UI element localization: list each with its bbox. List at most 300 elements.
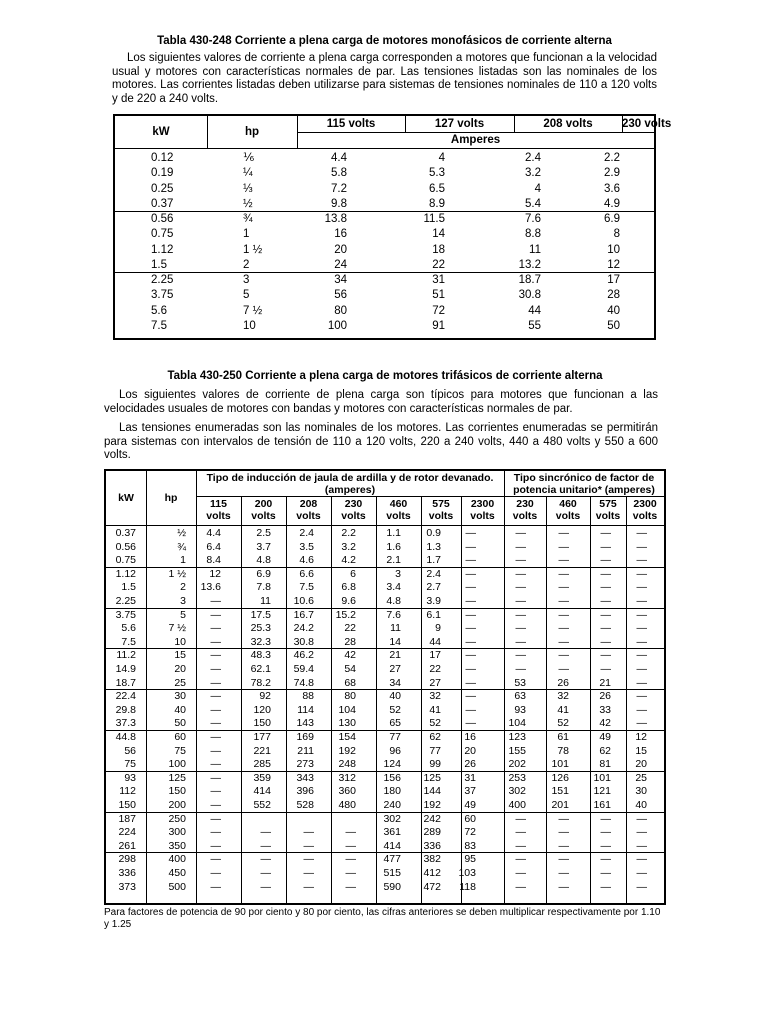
current-cell: — xyxy=(636,690,647,703)
current-cell: 6.4 xyxy=(206,540,221,553)
kw-cell: 112 xyxy=(119,785,136,798)
current-cell: — xyxy=(558,853,569,866)
volts-unit: volts xyxy=(386,510,411,522)
current-cell: 104 xyxy=(508,717,526,730)
current-cell: 88 xyxy=(302,690,314,703)
current-cell: — xyxy=(210,703,221,716)
current-cell: — xyxy=(636,635,647,648)
current-cell: 53 xyxy=(514,676,526,689)
current-cell: 46.2 xyxy=(293,649,314,662)
current-cell: — xyxy=(465,567,476,580)
current-cell: — xyxy=(210,799,221,811)
current-cell: — xyxy=(600,567,611,580)
current-cell: — xyxy=(210,608,221,621)
current-cell: 4 xyxy=(438,152,445,164)
current-cell: — xyxy=(465,622,476,635)
volts-unit: volts xyxy=(512,510,538,522)
hp-cell: 30 xyxy=(174,690,186,703)
current-cell: 150 xyxy=(253,717,271,730)
current-cell: — xyxy=(210,758,221,771)
kw-cell: 1.12 xyxy=(151,243,174,256)
current-cell: 273 xyxy=(296,758,314,771)
kw-cell: 1.5 xyxy=(151,258,167,271)
current-cell: 114 xyxy=(297,703,314,716)
current-cell: 14 xyxy=(432,228,445,241)
volts-unit: volts xyxy=(206,510,231,522)
kw-cell: 5.6 xyxy=(121,622,136,635)
volts-unit: volts xyxy=(555,510,581,522)
current-cell: — xyxy=(600,812,611,825)
table2-title: Tabla 430-250 Corriente a plena carga de motores trifásicos de corriente alterna xyxy=(167,370,603,382)
induction-volts-header xyxy=(241,498,286,522)
current-cell: 3.6 xyxy=(604,182,620,195)
current-cell: 3 xyxy=(395,567,401,580)
current-cell: 151 xyxy=(551,785,569,798)
current-cell: 17 xyxy=(429,649,441,662)
current-cell: — xyxy=(303,853,314,866)
current-cell: — xyxy=(558,812,569,825)
current-cell: 289 xyxy=(423,826,441,839)
current-cell: 15 xyxy=(635,744,647,757)
hp-cell: 5 xyxy=(243,289,250,302)
current-cell: — xyxy=(210,649,221,662)
current-cell: — xyxy=(515,663,526,675)
current-cell: 2.4 xyxy=(426,567,441,580)
current-cell: 4 xyxy=(534,182,541,195)
hp-cell: ⅓ xyxy=(243,182,253,195)
sync-volts-header xyxy=(546,498,590,522)
current-cell: 32 xyxy=(429,690,441,703)
induction-volts-header xyxy=(421,498,461,522)
current-cell: 77 xyxy=(429,744,441,757)
hp-cell: 1 xyxy=(243,228,250,241)
current-cell: — xyxy=(515,567,526,580)
current-cell: 3.2 xyxy=(341,540,356,553)
current-cell: — xyxy=(600,867,611,879)
current-cell: 50 xyxy=(607,319,620,332)
hp-cell: 400 xyxy=(168,853,186,866)
hp-cell: 7 ½ xyxy=(243,304,263,317)
kw-cell: 0.25 xyxy=(151,182,174,195)
current-cell: 302 xyxy=(508,785,526,798)
current-cell: 6.5 xyxy=(429,182,445,195)
current-cell: 93 xyxy=(514,703,526,716)
kw-cell: 93 xyxy=(124,771,136,784)
hp-cell: 500 xyxy=(168,880,186,893)
hp-cell: 40 xyxy=(174,703,186,716)
header-bottom-line xyxy=(115,148,654,149)
kw-cell: 373 xyxy=(118,880,136,893)
current-cell: — xyxy=(515,839,526,852)
current-cell: — xyxy=(465,635,476,648)
current-cell: — xyxy=(558,567,569,580)
current-cell: 9.6 xyxy=(341,595,356,607)
current-cell: 68 xyxy=(344,676,356,689)
kw-cell: 1.12 xyxy=(115,567,136,580)
current-cell: 34 xyxy=(389,676,401,689)
current-cell: — xyxy=(558,540,569,553)
hp-cell: 350 xyxy=(168,839,186,852)
current-cell: 99 xyxy=(429,758,441,771)
current-cell: 72 xyxy=(432,304,445,317)
current-cell: 336 xyxy=(423,839,441,852)
current-cell: 221 xyxy=(253,744,271,757)
current-cell: — xyxy=(636,581,647,594)
current-cell: 5.8 xyxy=(331,167,347,180)
volts-unit: volts xyxy=(341,510,366,522)
current-cell: — xyxy=(465,595,476,607)
current-cell: 77 xyxy=(389,731,401,743)
current-cell: 11 xyxy=(390,622,401,635)
current-cell: — xyxy=(636,839,647,852)
kw-cell: 29.8 xyxy=(115,703,136,716)
current-cell: 32.3 xyxy=(250,635,271,648)
induction-volts-header xyxy=(461,498,504,522)
volts-unit: volts xyxy=(470,510,495,522)
hp-cell: 2 xyxy=(243,258,250,271)
current-cell: 18 xyxy=(432,243,445,256)
current-cell: — xyxy=(515,540,526,553)
current-cell: — xyxy=(636,649,647,662)
sync-volts-header xyxy=(590,498,626,522)
hp-cell: 75 xyxy=(174,744,186,757)
current-cell: — xyxy=(558,826,569,839)
table1-intro: Los siguientes valores de corriente a plena carga corresponden a motores que funcionan a la velocidad usual y motores con características normales de par. Las tensiones listadas son las nominales de los motores. Las corrientes listadas deben utilizarse para sistemas de tensiones nominales de 110 a 120 volts y de 220 a 240 volts. xyxy=(112,52,657,105)
current-cell: 13.2 xyxy=(518,258,541,271)
current-cell: 312 xyxy=(338,771,356,784)
current-cell: — xyxy=(636,703,647,716)
current-cell: 26 xyxy=(464,758,476,771)
current-cell: 414 xyxy=(253,785,271,798)
current-cell: 40 xyxy=(635,799,647,811)
current-cell: 24.2 xyxy=(293,622,314,635)
current-cell: — xyxy=(515,581,526,594)
current-cell: 528 xyxy=(296,799,314,811)
current-cell: 126 xyxy=(551,771,569,784)
current-cell: — xyxy=(515,649,526,662)
current-cell: 80 xyxy=(344,690,356,703)
amperes-header: Amperes xyxy=(450,134,501,146)
current-cell: — xyxy=(210,867,221,879)
induction-volts-header xyxy=(376,498,421,522)
current-cell: — xyxy=(600,663,611,675)
current-cell: — xyxy=(515,635,526,648)
current-cell: — xyxy=(515,554,526,567)
kw-cell: 5.6 xyxy=(151,304,167,317)
kw-header: kW xyxy=(152,126,170,138)
current-cell: 4.4 xyxy=(331,152,347,164)
kw-cell: 11.2 xyxy=(116,649,136,662)
current-cell: 4.9 xyxy=(604,197,620,210)
current-cell: 15.2 xyxy=(335,608,356,621)
current-cell: — xyxy=(210,663,221,675)
current-cell: 56 xyxy=(334,289,347,302)
current-cell: 30.8 xyxy=(293,635,314,648)
current-cell: — xyxy=(260,880,271,893)
current-cell: — xyxy=(600,880,611,893)
kw-cell: 14.9 xyxy=(115,663,136,675)
current-cell: 12 xyxy=(607,258,620,271)
volts-unit: volts xyxy=(428,510,454,522)
current-cell: 52 xyxy=(557,717,569,730)
current-cell: — xyxy=(600,554,611,567)
current-cell: 16 xyxy=(334,228,347,241)
current-cell: 343 xyxy=(296,771,314,784)
current-cell: — xyxy=(260,853,271,866)
current-cell: 1.7 xyxy=(426,554,441,567)
current-cell: 60 xyxy=(464,812,476,825)
current-cell: 16 xyxy=(464,731,476,743)
voltage-value: 460 xyxy=(389,498,408,510)
kw-cell: 0.75 xyxy=(115,554,136,567)
current-cell: — xyxy=(210,676,221,689)
current-cell: 26 xyxy=(557,676,569,689)
current-cell: — xyxy=(636,567,647,580)
current-cell: 40 xyxy=(607,304,620,317)
current-cell: 103 xyxy=(458,867,476,879)
kw-cell: 0.12 xyxy=(151,152,174,164)
current-cell: 477 xyxy=(383,853,401,866)
kw-cell: 261 xyxy=(118,839,136,852)
hp-cell: ¼ xyxy=(243,167,253,180)
kw-cell: 0.75 xyxy=(151,228,174,241)
current-cell: 74.8 xyxy=(293,676,314,689)
current-cell: — xyxy=(515,826,526,839)
current-cell: 22 xyxy=(344,622,356,635)
current-cell: — xyxy=(345,826,356,839)
current-cell: — xyxy=(600,595,611,607)
current-cell: — xyxy=(558,554,569,567)
current-cell: — xyxy=(260,839,271,852)
kw-cell: 37.3 xyxy=(115,717,136,730)
hp-cell: 20 xyxy=(174,663,186,675)
current-cell: 590 xyxy=(383,880,401,893)
current-cell: 253 xyxy=(508,771,526,784)
induction-volts-header xyxy=(196,498,241,522)
kw-cell: 75 xyxy=(124,758,136,771)
current-cell: 83 xyxy=(464,839,476,852)
current-cell: 118 xyxy=(459,880,476,893)
current-cell: — xyxy=(210,717,221,730)
voltage-value: 115 xyxy=(210,498,227,510)
current-cell: 5.3 xyxy=(429,167,445,180)
current-cell: 154 xyxy=(338,731,356,743)
hp-cell: 10 xyxy=(174,635,186,648)
current-cell: — xyxy=(636,812,647,825)
current-cell: 169 xyxy=(296,731,314,743)
kw-cell: 18.7 xyxy=(115,676,136,689)
current-cell: — xyxy=(345,839,356,852)
current-cell: 17.5 xyxy=(250,608,271,621)
current-cell: — xyxy=(465,540,476,553)
current-cell: 27 xyxy=(429,676,441,689)
current-cell: 248 xyxy=(338,758,356,771)
current-cell: 12 xyxy=(209,567,221,580)
current-cell: 101 xyxy=(551,758,569,771)
current-cell: 359 xyxy=(253,771,271,784)
current-cell: — xyxy=(636,867,647,879)
induction-volts-header xyxy=(331,498,376,522)
current-cell: 44 xyxy=(528,304,541,317)
current-cell: 143 xyxy=(296,717,314,730)
current-cell: 13.6 xyxy=(200,581,221,594)
current-cell: 31 xyxy=(464,771,476,784)
current-cell: 180 xyxy=(383,785,401,798)
current-cell: — xyxy=(210,812,221,825)
current-cell: 48.3 xyxy=(250,649,271,662)
sync-volts-header xyxy=(504,498,546,522)
header-divider xyxy=(196,496,664,497)
current-cell: 101 xyxy=(593,771,611,784)
current-cell: 95 xyxy=(464,853,476,866)
current-cell: 8.4 xyxy=(206,554,221,567)
kw-cell: 2.25 xyxy=(151,274,174,286)
current-cell: 1.1 xyxy=(386,527,401,539)
table2-intro-1: Los siguientes valores de corriente de plena carga son típicos para motores que funcionan a las velocidades usuales de motores con bandas y motores con características normales de par. xyxy=(104,389,658,415)
kw-cell: 7.5 xyxy=(151,319,167,332)
current-cell: 211 xyxy=(297,744,314,757)
current-cell: 4.2 xyxy=(341,554,356,567)
kw-header: kW xyxy=(118,492,134,504)
current-cell: 49 xyxy=(464,799,476,811)
current-cell: — xyxy=(515,812,526,825)
current-cell: 21 xyxy=(599,676,611,689)
current-cell: — xyxy=(210,622,221,635)
current-cell: 120 xyxy=(253,703,271,716)
current-cell: 62 xyxy=(429,731,441,743)
current-cell: 285 xyxy=(253,758,271,771)
voltage-value: 2300 xyxy=(633,498,657,510)
current-cell: 25 xyxy=(635,771,647,784)
current-cell: — xyxy=(303,880,314,893)
current-cell: 31 xyxy=(432,274,445,286)
current-cell: 100 xyxy=(327,319,347,332)
hp-cell: ¾ xyxy=(177,540,186,553)
current-cell: — xyxy=(210,595,221,607)
current-cell: 40 xyxy=(389,690,401,703)
current-cell: 2.4 xyxy=(525,152,541,164)
current-cell: — xyxy=(303,839,314,852)
kw-cell: 0.56 xyxy=(151,213,174,225)
current-cell: — xyxy=(636,527,647,539)
current-cell: 30.8 xyxy=(518,289,541,302)
volts-unit: volts xyxy=(595,510,621,522)
current-cell: — xyxy=(515,867,526,879)
current-cell: 22 xyxy=(432,258,445,271)
current-cell: 25.3 xyxy=(250,622,271,635)
current-cell: — xyxy=(515,853,526,866)
kw-cell: 0.37 xyxy=(151,197,174,210)
current-cell: 52 xyxy=(389,703,401,716)
current-cell: — xyxy=(636,622,647,635)
induction-volts-header xyxy=(286,498,331,522)
synchronous-header: Tipo sincrónico de factor de potencia unitario* (amperes) xyxy=(513,471,655,496)
volts-header: 230 volts xyxy=(622,118,672,130)
current-cell: 41 xyxy=(429,703,441,716)
kw-cell: 2.25 xyxy=(115,595,136,607)
current-cell: 161 xyxy=(593,799,611,811)
voltage-value: 575 xyxy=(432,498,450,510)
current-cell: 34 xyxy=(334,274,347,286)
current-cell: 156 xyxy=(383,771,401,784)
current-cell: 12 xyxy=(635,731,647,743)
volts-header: 115 volts xyxy=(326,118,376,130)
current-cell: — xyxy=(636,540,647,553)
hp-cell: 3 xyxy=(180,595,186,607)
current-cell: — xyxy=(465,608,476,621)
current-cell: 16.7 xyxy=(293,608,314,621)
current-cell: 2.2 xyxy=(604,152,620,164)
hp-cell: 50 xyxy=(174,717,186,730)
current-cell: — xyxy=(260,867,271,879)
current-cell: 26 xyxy=(599,690,611,703)
hp-cell: 1 ½ xyxy=(243,243,263,256)
current-cell: 480 xyxy=(338,799,356,811)
current-cell: 51 xyxy=(432,289,445,302)
current-cell: — xyxy=(210,635,221,648)
current-cell: — xyxy=(600,581,611,594)
current-cell: 361 xyxy=(383,826,401,839)
current-cell: 4.6 xyxy=(299,554,314,567)
current-cell: — xyxy=(465,581,476,594)
current-cell: 78.2 xyxy=(250,676,271,689)
current-cell: 7.5 xyxy=(299,581,314,594)
current-cell: 6 xyxy=(350,567,356,580)
kw-cell: 44.8 xyxy=(115,731,136,743)
current-cell: 123 xyxy=(508,731,526,743)
current-cell: 6.6 xyxy=(299,567,314,580)
current-cell: 6.9 xyxy=(256,567,271,580)
current-cell: 2.9 xyxy=(604,167,620,180)
current-cell: 192 xyxy=(338,744,356,757)
current-cell: 59.4 xyxy=(293,663,314,675)
current-cell: 9.8 xyxy=(331,197,347,210)
current-cell: — xyxy=(558,649,569,662)
current-cell: — xyxy=(210,826,221,839)
current-cell: 2.1 xyxy=(386,554,401,567)
current-cell: — xyxy=(558,635,569,648)
current-cell: 2.7 xyxy=(426,581,441,594)
voltage-value: 200 xyxy=(254,498,273,510)
current-cell: 177 xyxy=(253,731,271,743)
current-cell: — xyxy=(558,581,569,594)
kw-cell: 0.56 xyxy=(115,540,136,553)
sync-volts-header xyxy=(626,498,664,522)
kw-cell: 150 xyxy=(118,799,136,811)
current-cell: — xyxy=(465,676,476,689)
current-cell: 11.5 xyxy=(423,213,445,225)
current-cell: — xyxy=(210,744,221,757)
current-cell: 54 xyxy=(344,663,356,675)
current-cell: — xyxy=(558,622,569,635)
current-cell: 104 xyxy=(338,703,356,716)
current-cell: 7.6 xyxy=(525,213,541,225)
current-cell: 382 xyxy=(423,853,441,866)
single-phase-table xyxy=(113,114,672,340)
current-cell: 96 xyxy=(389,744,401,757)
current-cell: — xyxy=(515,595,526,607)
voltage-value: 460 xyxy=(559,498,577,510)
current-cell: 0.9 xyxy=(426,527,441,539)
current-cell: 10.6 xyxy=(293,595,314,607)
volts-header: 208 volts xyxy=(543,118,593,130)
kw-cell: 187 xyxy=(118,812,136,825)
current-cell: 240 xyxy=(383,799,401,811)
current-cell: 6.8 xyxy=(341,581,356,594)
current-cell: 17 xyxy=(607,274,620,286)
volts-unit: volts xyxy=(251,510,276,522)
current-cell: — xyxy=(600,635,611,648)
